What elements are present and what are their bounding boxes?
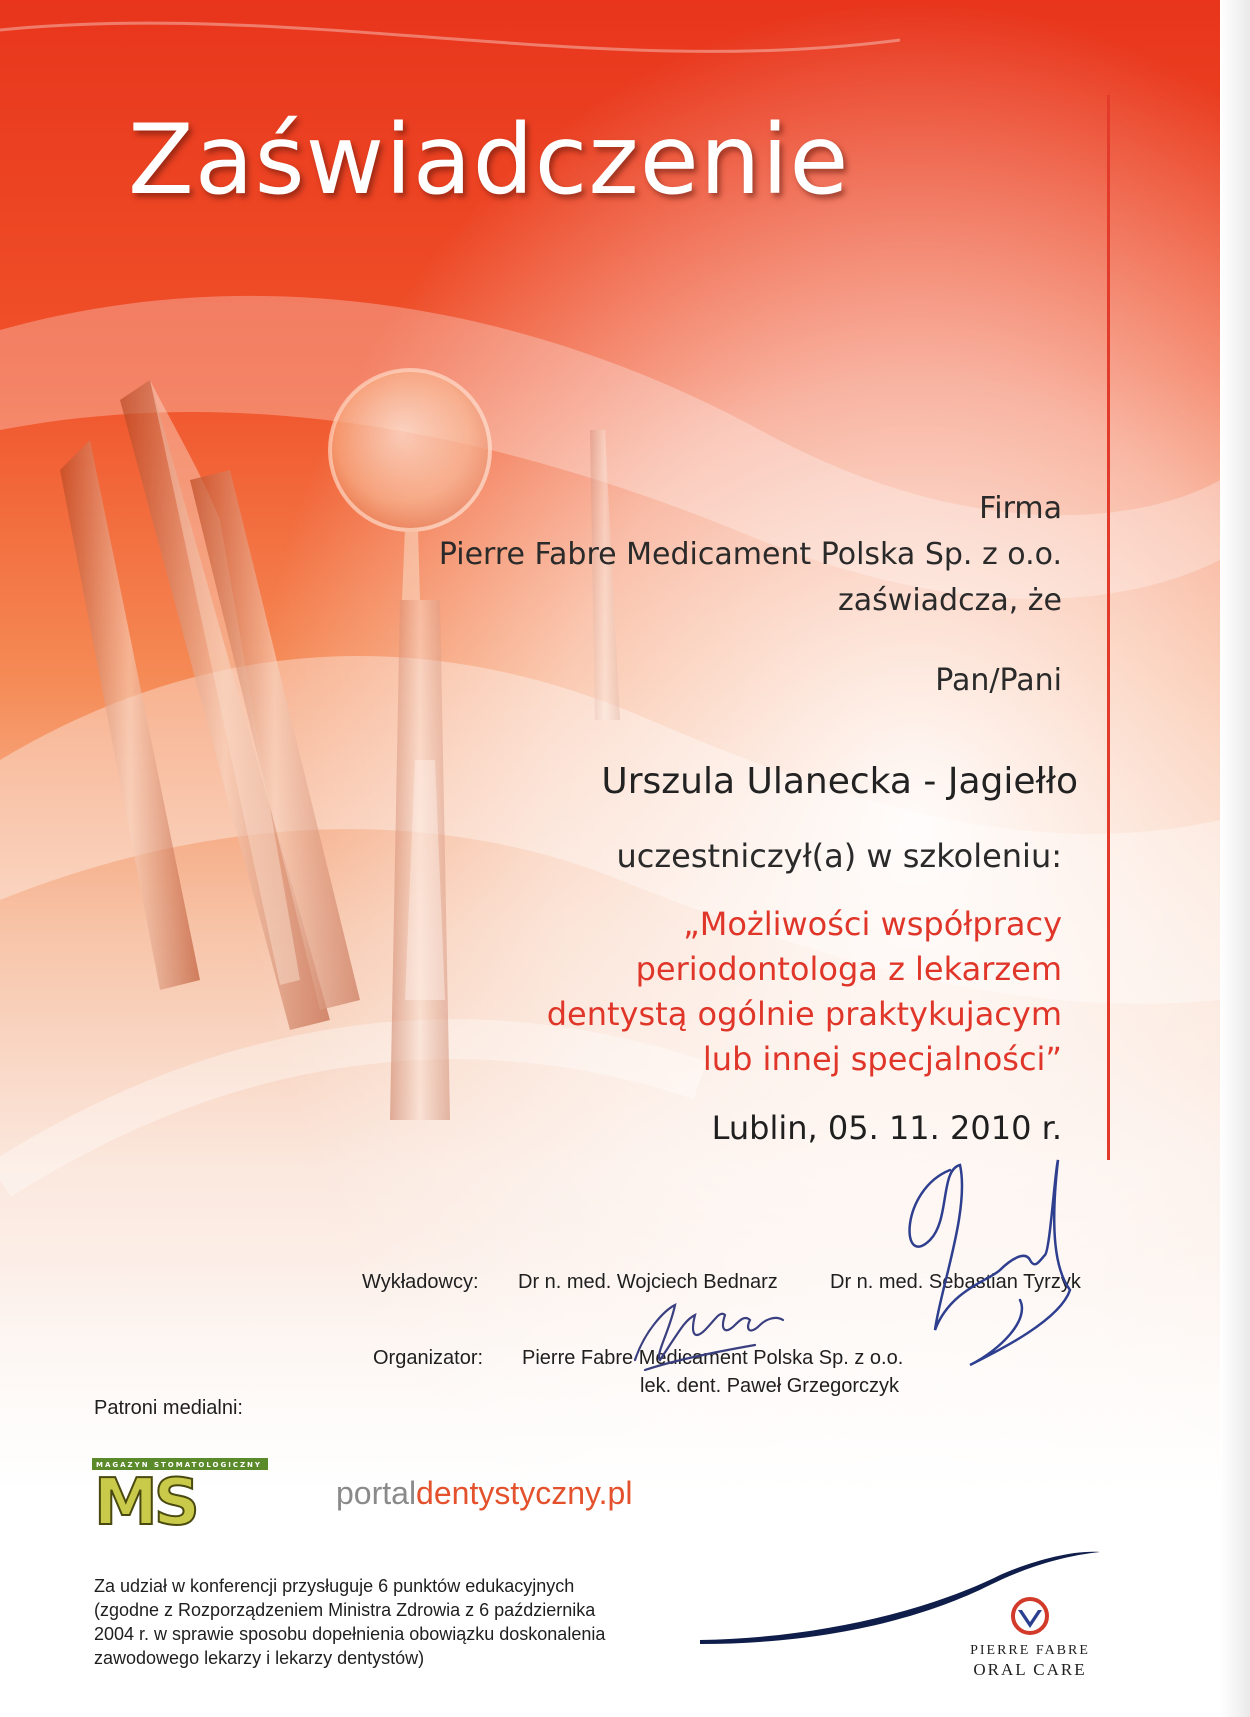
firm-name: Pierre Fabre Medicament Polska Sp. z o.o. xyxy=(438,537,1062,572)
course-title-line: lub innej specjalności” xyxy=(702,1040,1062,1078)
ms-magazine-logo xyxy=(92,1458,288,1528)
course-title-line: dentystą ogólnie praktykujacym xyxy=(546,995,1062,1033)
salutation: Pan/Pani xyxy=(935,663,1062,698)
footnote-line: 2004 r. w sprawie sposobu dopełnienia obowiązku doskonalenia xyxy=(94,1624,606,1644)
ms-logo-tagline: MAGAZYN STOMATOLOGICZNY xyxy=(96,1461,262,1469)
footnote-line: Za udział w konferencji przysługuje 6 punktów edukacyjnych xyxy=(94,1576,575,1596)
signature-tyrzyk xyxy=(880,1150,1080,1380)
portal-logo-part: dentystyczny.pl xyxy=(416,1475,633,1511)
brand-line: ORAL CARE xyxy=(973,1660,1087,1679)
lecturers-label: Wykładowcy: xyxy=(362,1271,479,1293)
organizer-label: Organizator: xyxy=(373,1347,484,1369)
course-title-line: „Możliwości współpracy xyxy=(683,905,1062,943)
organizer-name: Pierre Fabre Medicament Polska Sp. z o.o. xyxy=(522,1347,904,1369)
portal-dentystyczny-logo xyxy=(336,1475,632,1511)
pierre-fabre-logo-icon xyxy=(1010,1596,1050,1636)
course-title xyxy=(547,902,1062,1082)
ms-logo-text: MS xyxy=(94,1466,196,1528)
footnote-line: (zgodne z Rozporządzeniem Ministra Zdrowia z 6 października xyxy=(94,1600,596,1620)
participated-text: uczestniczył(a) w szkoleniu: xyxy=(616,837,1062,875)
footnote-line: zawodowego lekarzy i lekarzy dentystów) xyxy=(94,1648,425,1668)
signature-bednarz xyxy=(625,1290,805,1380)
firm-label: Firma xyxy=(979,491,1062,526)
red-divider-line xyxy=(1107,95,1110,1160)
organizer-person: lek. dent. Paweł Grzegorczyk xyxy=(640,1375,899,1397)
place-date: Lublin, 05. 11. 2010 r. xyxy=(711,1109,1062,1147)
lecturer-name: Dr n. med. Sebastian Tyrzyk xyxy=(830,1271,1081,1293)
education-points-note xyxy=(94,1574,605,1670)
portal-logo-part: portal xyxy=(336,1475,417,1511)
scan-edge xyxy=(1220,0,1250,1717)
lecturer-name: Dr n. med. Wojciech Bednarz xyxy=(518,1271,778,1293)
certificate-title: Zaświadczenie xyxy=(128,104,850,216)
course-title-line: periodontologa z lekarzem xyxy=(635,950,1062,988)
participant-name: Urszula Ulanecka - Jagiełło xyxy=(601,761,1078,802)
media-patrons-label: Patroni medialni: xyxy=(94,1397,243,1419)
brand-line: PIERRE FABRE xyxy=(970,1643,1090,1658)
pierre-fabre-oral-care-brand xyxy=(960,1642,1100,1680)
certifies-text: zaświadcza, że xyxy=(838,583,1062,618)
